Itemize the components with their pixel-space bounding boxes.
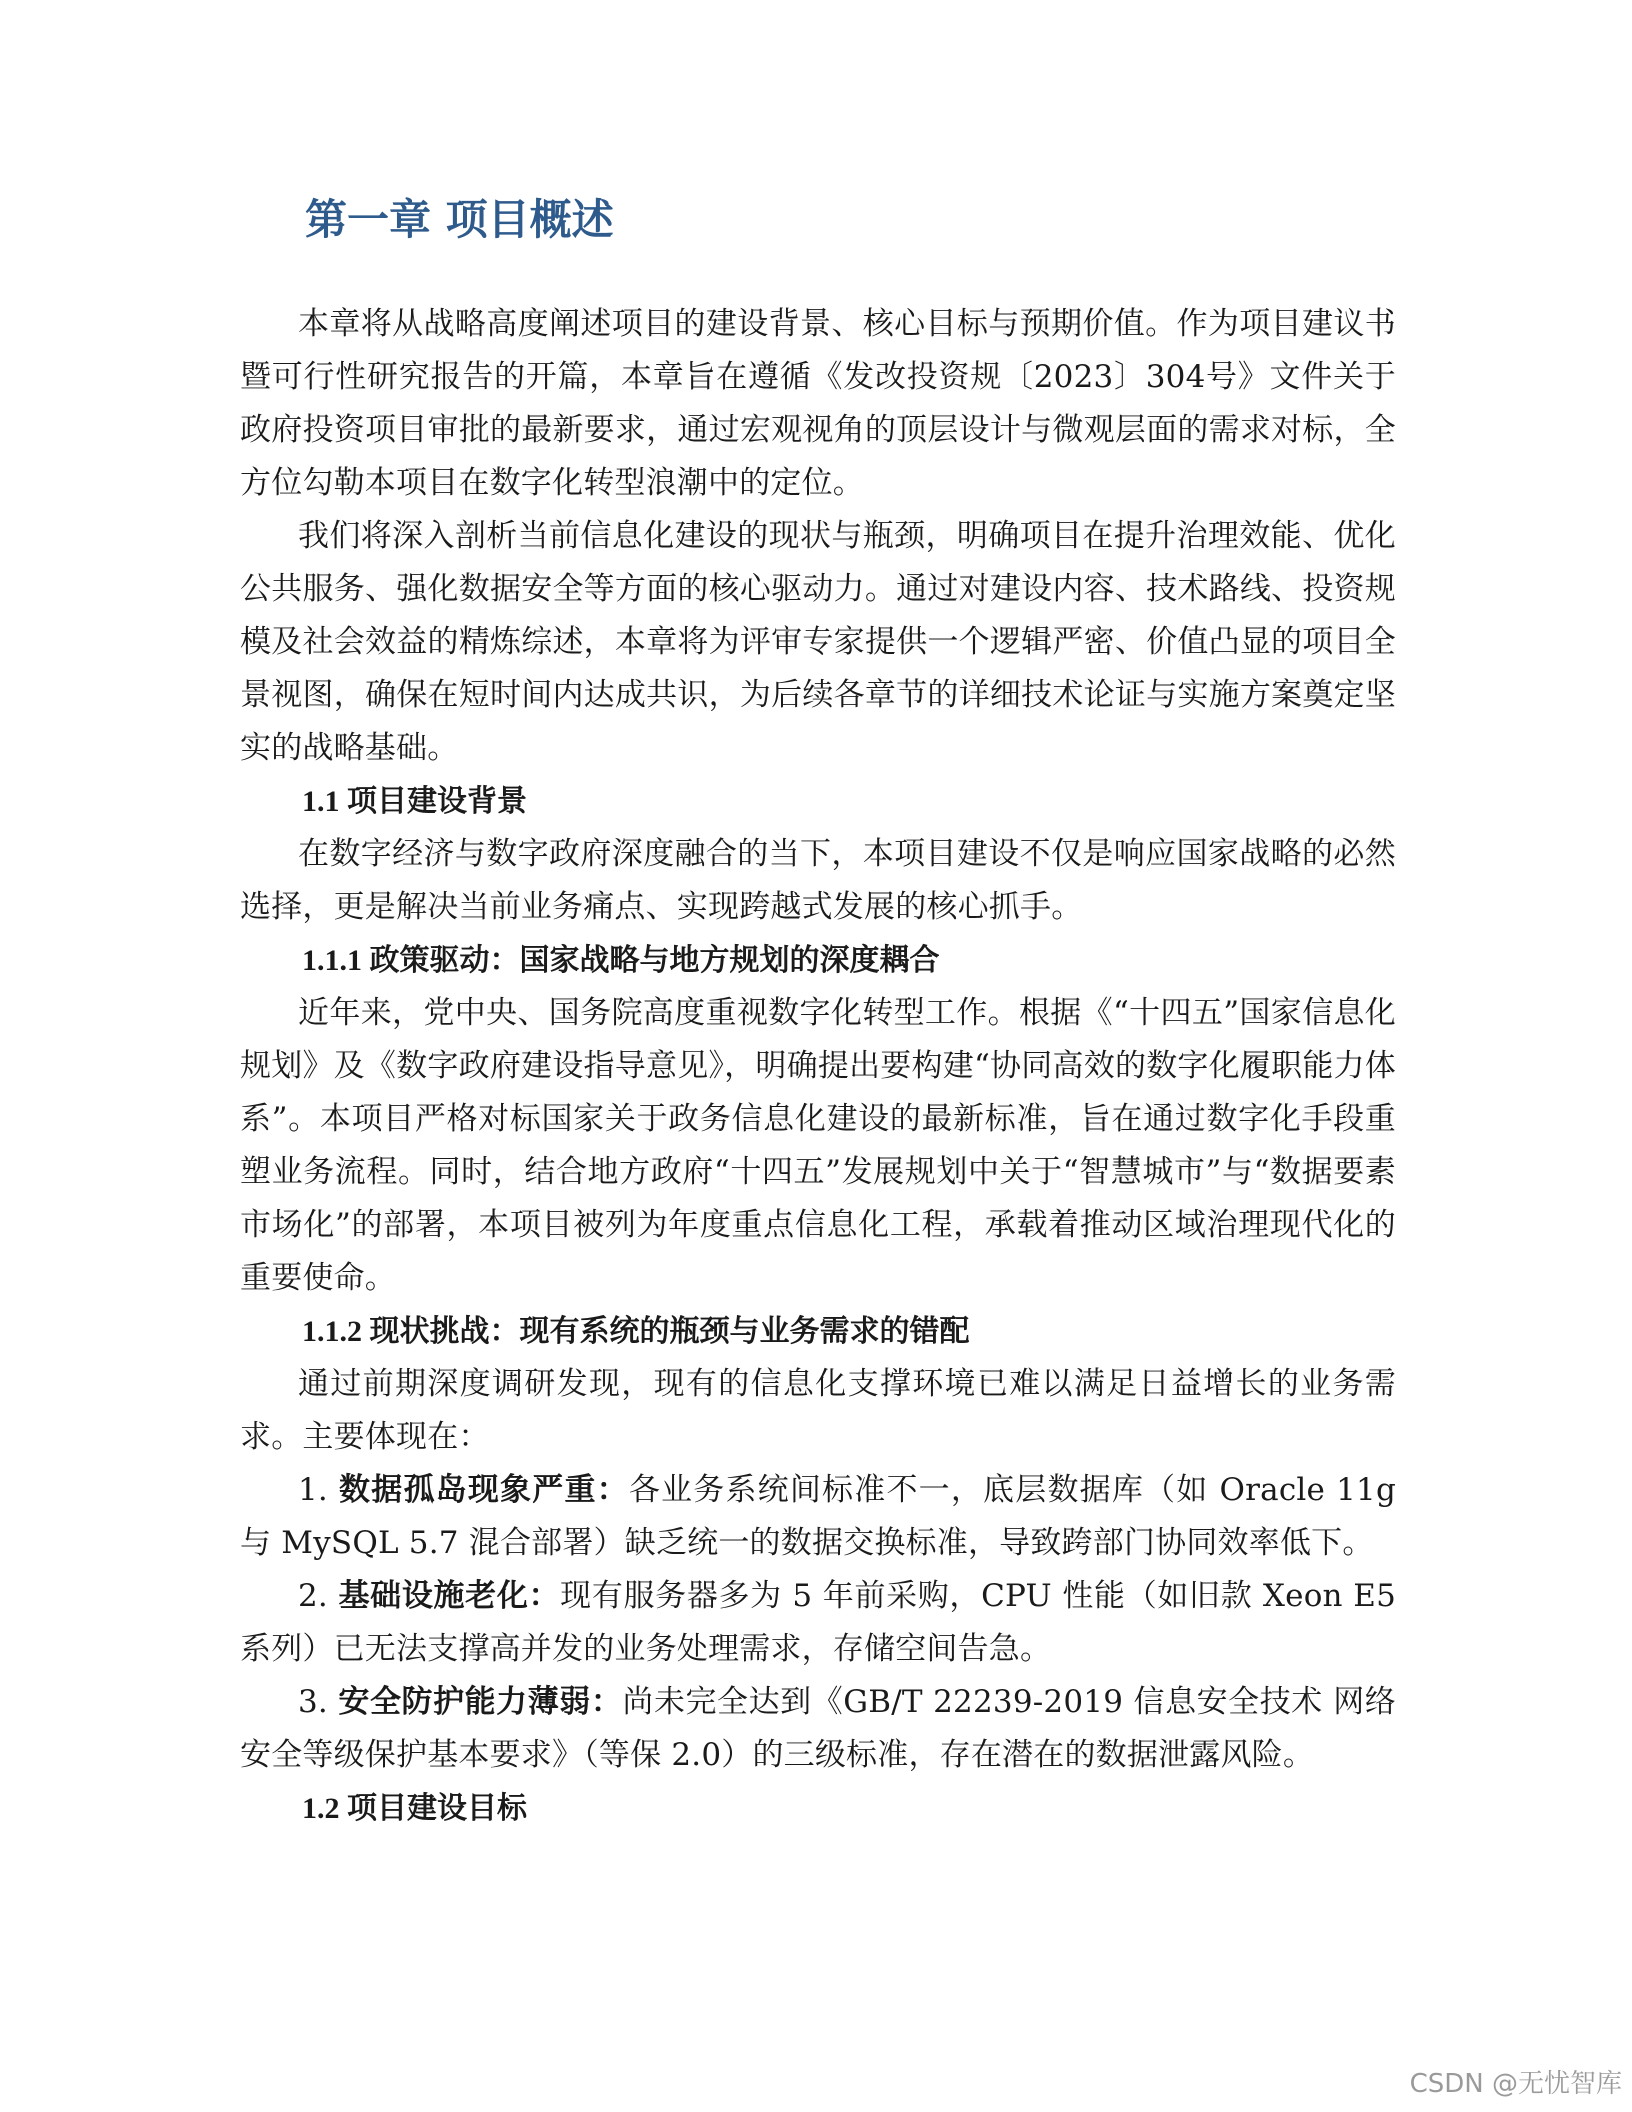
watermark: CSDN @无忧智库 [1409, 2069, 1622, 2099]
intro-paragraph-2: 我们将深入剖析当前信息化建设的现状与瓶颈，明确项目在提升治理效能、优化公共服务、强化数据安全等方面的核心驱动力。通过对建设内容、技术路线、投资规模及社会效益的精炼综述，本章将为评审专家提供一个逻辑严密、价值凸显的项目全景视图，确保在短时间内达成共识，为后续各章节的详细技术论证与实施方案奠定坚实的战略基础。 [240, 518, 1396, 766]
intro-paragraph-1: 本章将从战略高度阐述项目的建设背景、核心目标与预期价值。作为项目建议书暨可行性研究报告的开篇，本章旨在遵循《发改投资规〔2023〕304号》文件关于政府投资项目审批的最新要求，通过宏观视角的顶层设计与微观层面的需求对标，全方位勾勒本项目在数字化转型浪潮中的定位。 [240, 306, 1396, 501]
section-heading-1-1: 1.1 项目建设背景 [302, 785, 527, 818]
section-heading-1-1-1: 1.1.1 政策驱动：国家战略与地方规划的深度耦合 [302, 944, 940, 977]
document-body [240, 298, 1396, 1835]
list-item-text: 尚未完全达到《GB/T 22239-2019 信息安全技术 网络安全等级保护基本要求》（等保 2.0）的三级标准，存在潜在的数据泄露风险。 [240, 1684, 1397, 1773]
list-item-number: 2. [298, 1578, 328, 1614]
list-item-text: 各业务系统间标准不一，底层数据库（如 Oracle 11g 与 MySQL 5.7 混合部署）缺乏统一的数据交换标准，导致跨部门协同效率低下。 [240, 1472, 1396, 1561]
list-item-text: 现有服务器多为 5 年前采购，CPU 性能（如旧款 Xeon E5 系列）已无法支撑高并发的业务处理需求，存储空间告急。 [240, 1578, 1396, 1667]
section-1-1-2-paragraph: 通过前期深度调研发现，现有的信息化支撑环境已难以满足日益增长的业务需求。主要体现在： [240, 1366, 1396, 1455]
list-item [240, 1676, 1396, 1782]
list-item-number: 3. [298, 1684, 328, 1720]
list-item [240, 1464, 1396, 1570]
list-item-lead: 数据孤岛现象严重： [339, 1472, 629, 1508]
list-item-lead: 基础设施老化： [338, 1578, 561, 1614]
list-item-lead: 安全防护能力薄弱： [338, 1684, 623, 1720]
section-heading-1-2: 1.2 项目建设目标 [302, 1792, 527, 1825]
list-item-number: 1. [298, 1472, 328, 1508]
list-item [240, 1570, 1396, 1676]
section-heading-1-1-2: 1.1.2 现状挑战：现有系统的瓶颈与业务需求的错配 [302, 1315, 970, 1348]
section-1-1-paragraph: 在数字经济与数字政府深度融合的当下，本项目建设不仅是响应国家战略的必然选择，更是解决当前业务痛点、实现跨越式发展的核心抓手。 [240, 836, 1396, 925]
section-1-1-1-paragraph: 近年来，党中央、国务院高度重视数字化转型工作。根据《“十四五”国家信息化规划》及《数字政府建设指导意见》，明确提出要构建“协同高效的数字化履职能力体系”。本项目严格对标国家关于政务信息化建设的最新标准，旨在通过数字化手段重塑业务流程。同时，结合地方政府“十四五”发展规划中关于“智慧城市”与“数据要素市场化”的部署，本项目被列为年度重点信息化工程，承载着推动区域治理现代化的重要使命。 [240, 995, 1396, 1296]
chapter-title: 第一章 项目概述 [305, 195, 614, 244]
